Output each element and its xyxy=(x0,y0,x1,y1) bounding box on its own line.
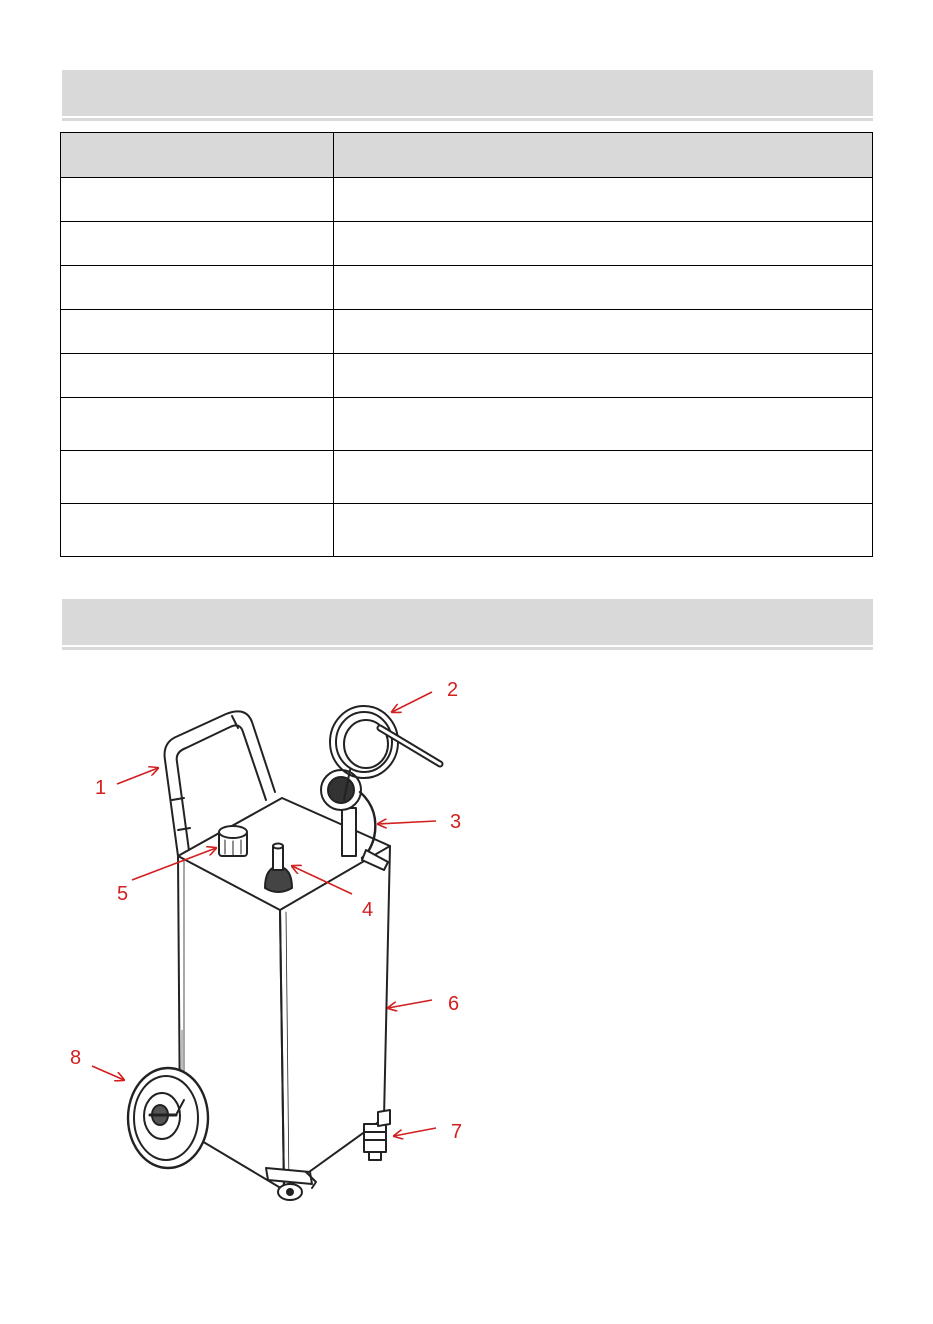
table-cell xyxy=(61,451,334,504)
table-cell xyxy=(334,354,873,398)
table-cell xyxy=(334,504,873,557)
callout-label-5: 5 xyxy=(117,883,129,905)
table-cell xyxy=(61,398,334,451)
table-cell xyxy=(334,398,873,451)
table-header-cell xyxy=(61,133,334,178)
section-header-bar-1 xyxy=(62,70,873,116)
table-cell xyxy=(334,310,873,354)
table-cell xyxy=(61,354,334,398)
callout-label-7: 7 xyxy=(451,1121,463,1143)
section-header-rule-1 xyxy=(62,118,873,121)
callout-label-2: 2 xyxy=(447,679,459,701)
table-header-cell xyxy=(334,133,873,178)
table-row xyxy=(61,451,873,504)
table-cell xyxy=(334,222,873,266)
table-cell xyxy=(334,451,873,504)
table-row xyxy=(61,398,873,451)
oil-drainer-diagram xyxy=(60,668,480,1228)
table-cell xyxy=(61,310,334,354)
table-row xyxy=(61,222,873,266)
callout-label-3: 3 xyxy=(450,811,462,833)
table-row xyxy=(61,178,873,222)
callout-label-6: 6 xyxy=(448,993,460,1015)
table-cell xyxy=(334,178,873,222)
coiled-hose xyxy=(330,706,440,800)
section-header-bar-2 xyxy=(62,599,873,645)
callout-label-4: 4 xyxy=(362,899,374,921)
rear-wheel xyxy=(128,1068,208,1168)
table-cell xyxy=(61,222,334,266)
table-cell xyxy=(334,266,873,310)
table-row xyxy=(61,310,873,354)
callout-label-1: 1 xyxy=(95,777,107,799)
table-cell xyxy=(61,504,334,557)
callout-label-8: 8 xyxy=(70,1047,82,1069)
spec-table xyxy=(60,132,873,557)
table-cell xyxy=(61,266,334,310)
table-row xyxy=(61,504,873,557)
table-row xyxy=(61,354,873,398)
table-row xyxy=(61,266,873,310)
filler-cap xyxy=(219,826,247,856)
section-header-rule-2 xyxy=(62,647,873,650)
table-cell xyxy=(61,178,334,222)
table-header-row xyxy=(61,133,873,178)
drain-valve xyxy=(364,1110,390,1160)
